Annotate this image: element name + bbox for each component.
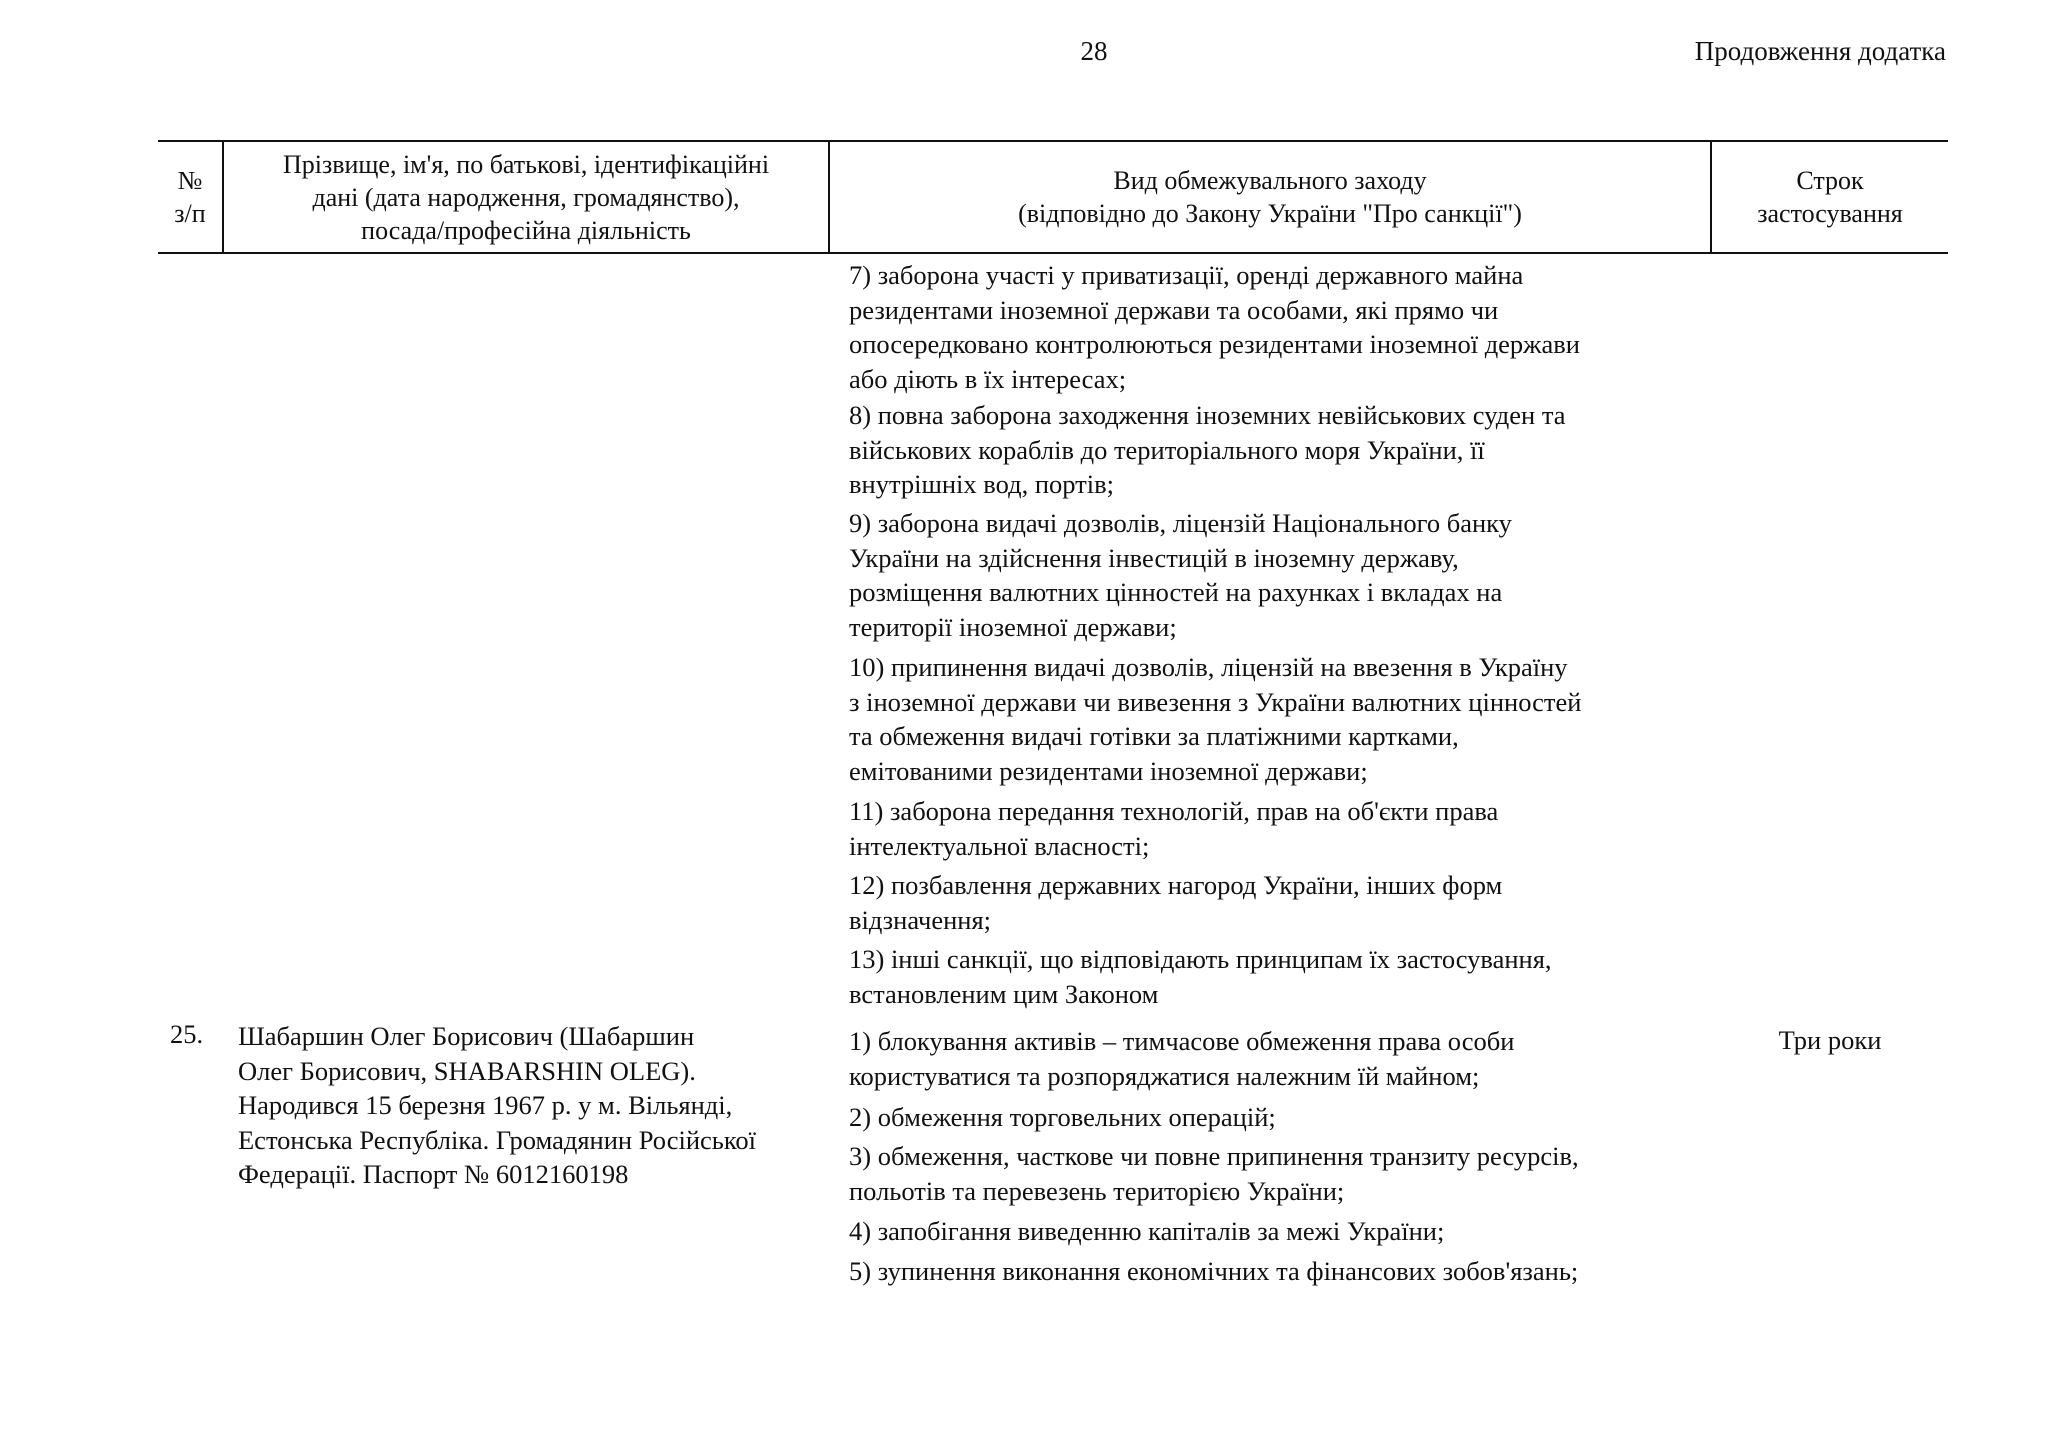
measure-item: 13) інші санкції, що відповідають принципам їх застосування, встановленим цим Законом [849, 944, 1552, 1009]
measure-item: 11) заборона передання технологій, прав на об'єкти права інтелектуальної власності; [849, 796, 1499, 861]
header-measure [830, 142, 1712, 252]
measure-item: 2) обмеження торговельних операцій; [849, 1102, 1276, 1132]
header-term-line: застосування [1757, 199, 1903, 228]
measure-item: 9) заборона видачі дозволів, ліцензій Національного банку України на здійснення інвестицій в іноземну державу, розміщення валютних цінностей на рахунках і вкладах на території іноземної держави; [849, 508, 1512, 642]
person-details: Шабаршин Олег Борисович (Шабаршин Олег Борисович, SHABARSHIN OLEG). Народився 15 березня 1967 р. у м. Вільянді, Естонська Республіка. Громадянин Російської Федерації. Паспорт № 6012160198 [238, 1021, 756, 1189]
measure-item: 3) обмеження, часткове чи повне припинення транзиту ресурсів, польотів та перевезень територією України; [849, 1141, 1579, 1206]
measure-item: 1) блокування активів – тимчасове обмеження права особи користуватися та розпоряджатися належним їй майном; [849, 1026, 1515, 1091]
sanction-term: Три роки [1778, 1025, 1882, 1055]
header-term-line: Строк [1796, 166, 1864, 195]
header-person-line: посада/професійна діяльність [361, 215, 691, 245]
header-person-line: Прізвище, ім'я, по батькові, ідентифікаційні [282, 149, 770, 179]
continuation-label: Продовження додатка [1694, 36, 1946, 66]
entry-number: 25. [170, 1019, 204, 1049]
header-person-line: дані (дата народження, громадянство), [312, 182, 740, 212]
measure-item: 5) зупинення виконання економічних та фінансових зобов'язань; [849, 1256, 1579, 1286]
header-number-line: № [177, 166, 203, 195]
header-measure-line: (відповідно до Закону України "Про санкції") [1018, 199, 1522, 228]
header-term [1712, 142, 1948, 252]
measure-item: 10) припинення видачі дозволів, ліцензій на ввезення в Україну з іноземної держави чи вивезення з України валютних цінностей та обмеження видачі готівки за платіжними картками, емітованими резидентами іноземної держави; [849, 652, 1582, 786]
measure-item: 12) позбавлення державних нагород України, інших форм відзначення; [849, 870, 1503, 935]
measure-item: 4) запобігання виведенню капіталів за межі України; [849, 1216, 1445, 1246]
measure-item: 8) повна заборона заходження іноземних невійськових суден та військових кораблів до територіального моря України, її внутрішніх вод, портів; [849, 400, 1566, 499]
table-header [158, 140, 1948, 254]
header-person [224, 142, 830, 252]
header-measure-line: Вид обмежувального заходу [1113, 166, 1427, 195]
page-number: 28 [1080, 36, 1108, 66]
header-number-line: з/п [174, 199, 206, 228]
header-number [158, 142, 224, 252]
measure-item: 7) заборона участі у приватизації, оренді державного майна резидентами іноземної держави та особами, які прямо чи опосередковано контролюються резидентами іноземної держави або діють в їх інтересах; [849, 260, 1580, 394]
